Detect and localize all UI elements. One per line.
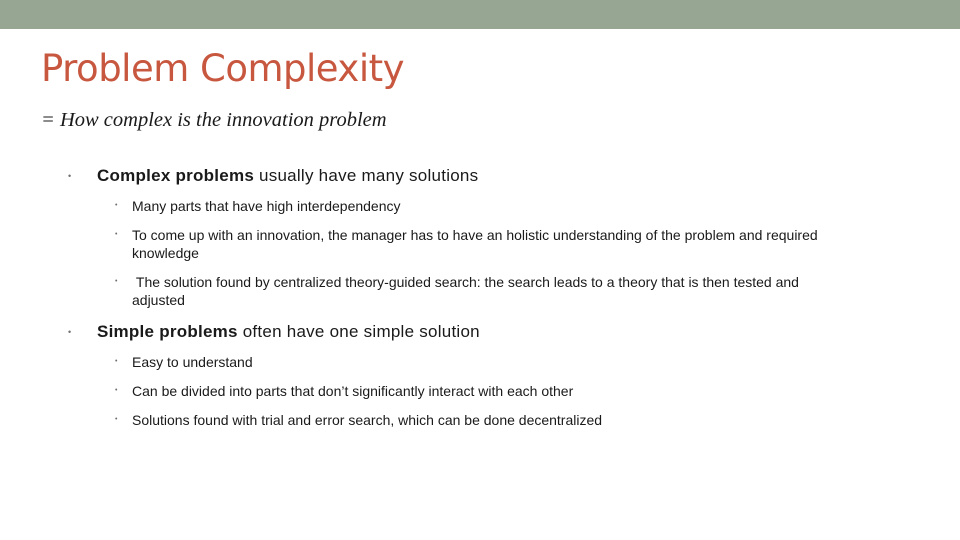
slide-subtitle: = How complex is the innovation problem [41,109,387,131]
sub-bullet-item [68,273,828,309]
sub-bullet-list [97,353,828,429]
bullet-text: often have one simple solution [237,322,480,341]
sub-bullet-text: The solution found by centralized theory-guided search: the search leads to a theory that is then tested and adjusted [132,274,803,308]
sub-bullet-text: Easy to understand [132,354,253,370]
bullet-heading: Simple problems [97,322,238,341]
slide-title: Problem Complexity [41,47,405,90]
bullet-dot-icon: • [68,171,72,181]
sub-bullet-text: To come up with an innovation, the manager has to have an holistic understanding of the problem and required knowledge [132,227,818,261]
bullet-dot-icon: • [115,358,118,365]
sub-bullet-item [68,382,828,400]
sub-bullet-text: Solutions found with trial and error search, which can be done decentralized [132,412,603,428]
sub-bullet-item [68,226,828,262]
bullet-heading: Complex problems [97,166,255,185]
sub-bullet-item [68,411,828,429]
bullet-dot-icon: • [68,327,72,337]
bullet-list [68,165,828,429]
sub-bullet-item [68,353,828,371]
bullet-dot-icon: • [115,387,118,394]
bullet-dot-icon: • [115,278,118,285]
bullet-simple-problems [68,321,828,429]
bullet-dot-icon: • [115,416,118,423]
bullet-complex-problems [68,165,828,309]
sub-bullet-text: Can be divided into parts that don’t significantly interact with each other [132,383,574,399]
bullet-dot-icon: • [115,231,118,238]
bullet-text: usually have many solutions [254,166,479,185]
top-accent-bar [0,0,960,29]
sub-bullet-list [97,197,828,309]
bullet-dot-icon: • [115,202,118,209]
sub-bullet-item [68,197,828,215]
sub-bullet-text: Many parts that have high interdependency [132,198,401,214]
